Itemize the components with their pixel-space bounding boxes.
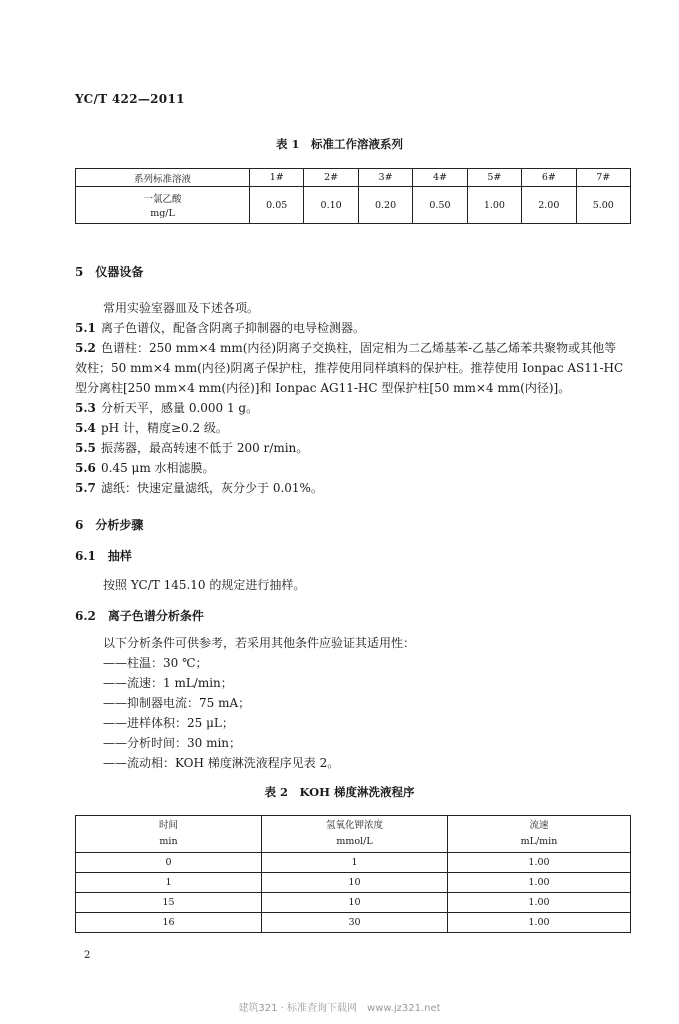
item-number: 5.5	[75, 441, 96, 455]
item-number: 5.7	[75, 481, 96, 495]
header-unit: mmol/L	[336, 836, 373, 847]
gradient-program-table	[75, 815, 631, 933]
table-row	[76, 853, 631, 873]
table1-row-label	[76, 187, 250, 224]
item-text: 振荡器，最高转速不低于 200 r/min。	[101, 441, 309, 455]
table2-cell: 16	[76, 913, 262, 933]
item-number: 5.4	[75, 421, 96, 435]
condition-item: ——进样体积：25 μL；	[103, 716, 234, 730]
item-text: pH 计，精度≥0.2 级。	[101, 421, 228, 435]
table2-header-row	[76, 816, 631, 853]
item-5-7	[75, 478, 631, 498]
item-5-6	[75, 458, 631, 478]
item-5-2-line3: 型分离柱[250 mm×4 mm(内径)]和 Ionpac AG11-HC 型保护柱[50 mm×4 mm(内径)]。	[75, 381, 571, 395]
table2-cell: 30	[262, 913, 448, 933]
table1-row-label-unit: mg/L	[150, 208, 175, 219]
table1-header-row	[76, 169, 631, 187]
table1-col-header: 1#	[250, 169, 304, 187]
table1-col-header: 7#	[576, 169, 630, 187]
item-5-2	[75, 338, 631, 358]
table2-cell: 1	[262, 853, 448, 873]
conditions-intro: 以下分析条件可供参考，若采用其他条件应验证其适用性：	[103, 636, 416, 650]
table1-cell: 0.50	[413, 187, 467, 224]
header-name: 时间	[158, 820, 178, 831]
item-text: 离子色谱仪，配备含阴离子抑制器的电导检测器。	[101, 321, 366, 335]
section6-1-heading: 6.1 抽样	[75, 549, 132, 563]
table1-row-label-name: 一氯乙酸	[143, 194, 182, 205]
item-5-5	[75, 438, 631, 458]
table1-cell: 2.00	[522, 187, 576, 224]
condition-item: ——柱温：30 ℃；	[103, 656, 208, 670]
table-row	[76, 913, 631, 933]
item-text: 分析天平，感量 0.000 1 g。	[101, 401, 259, 415]
condition-item: ——分析时间：30 min；	[103, 736, 242, 750]
table2-caption: 表 2 KOH 梯度淋洗液程序	[264, 785, 415, 799]
table2-cell: 10	[262, 893, 448, 913]
table1-col-header: 4#	[413, 169, 467, 187]
item-5-3	[75, 398, 631, 418]
section5-intro: 常用实验室器皿及下述各项。	[103, 301, 260, 315]
item-5-1	[75, 318, 631, 338]
section5-body	[75, 298, 631, 498]
table1-cell: 0.10	[304, 187, 358, 224]
table2-header-cell	[448, 816, 631, 853]
table1-value-row	[76, 187, 631, 224]
item-number: 5.2	[75, 341, 96, 355]
table1-cell: 5.00	[576, 187, 630, 224]
table-row	[76, 893, 631, 913]
table1-col-header: 2#	[304, 169, 358, 187]
page-number: 2	[84, 950, 91, 961]
item-number: 5.1	[75, 321, 96, 335]
item-text: 滤纸：快速定量滤纸，灰分少于 0.01%。	[101, 481, 323, 495]
standard-solution-table	[75, 168, 631, 224]
table1-col-header: 5#	[467, 169, 521, 187]
table2-cell: 1.00	[448, 873, 631, 893]
table-row	[76, 873, 631, 893]
section6-heading: 6 分析步骤	[75, 518, 144, 532]
condition-item: ——抑制器电流：75 mA；	[103, 696, 251, 710]
watermark[interactable]: 建筑321 · 标准查询下载网 www.jz321.net	[238, 1003, 441, 1014]
table2-cell: 1	[76, 873, 262, 893]
table1-caption: 表 1 标准工作溶液系列	[275, 137, 403, 151]
table1-cell: 0.05	[250, 187, 304, 224]
table2-cell: 1.00	[448, 913, 631, 933]
table2-cell: 1.00	[448, 893, 631, 913]
table2-cell: 15	[76, 893, 262, 913]
item-5-4	[75, 418, 631, 438]
item-text: 0.45 μm 水相滤膜。	[101, 461, 215, 475]
table2-cell: 10	[262, 873, 448, 893]
section6-2-heading: 6.2 离子色谱分析条件	[75, 609, 204, 623]
header-unit: min	[159, 836, 178, 847]
table2-header-cell	[262, 816, 448, 853]
table1-col-header: 6#	[522, 169, 576, 187]
table1-col-header: 3#	[358, 169, 412, 187]
table2-cell: 0	[76, 853, 262, 873]
header-unit: mL/min	[520, 836, 558, 847]
item-text: 色谱柱：250 mm×4 mm(内径)阴离子交换柱，固定相为二乙烯基苯-乙基乙烯苯共聚物或其他等	[101, 341, 617, 355]
section6-1-text: 按照 YC/T 145.10 的规定进行抽样。	[103, 578, 306, 592]
table2-cell: 1.00	[448, 853, 631, 873]
table1-cell: 0.20	[358, 187, 412, 224]
table1-cell: 1.00	[467, 187, 521, 224]
section5-heading: 5 仪器设备	[75, 265, 144, 279]
table2-header-cell	[76, 816, 262, 853]
condition-item: ——流动相：KOH 梯度淋洗液程序见表 2。	[103, 756, 340, 770]
standard-code-header: YC/T 422—2011	[75, 92, 185, 106]
item-5-2-line2: 效柱；50 mm×4 mm(内径)阴离子保护柱，推荐使用同样填料的保护柱。推荐使用 Ionpac AS11-HC	[75, 361, 624, 375]
table1-header-label: 系列标准溶液	[76, 169, 250, 187]
item-number: 5.6	[75, 461, 96, 475]
conditions-block	[75, 633, 631, 773]
condition-item: ——流速：1 mL/min；	[103, 676, 233, 690]
header-name: 氢氧化钾浓度	[325, 820, 383, 831]
item-number: 5.3	[75, 401, 96, 415]
header-name: 流速	[529, 820, 549, 831]
